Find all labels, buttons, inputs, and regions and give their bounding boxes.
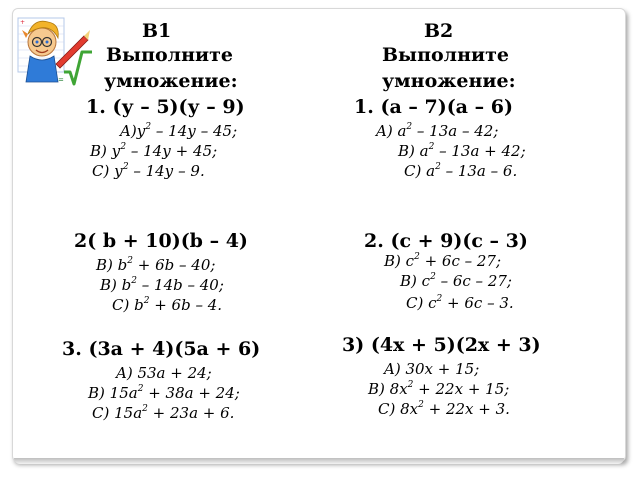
variant1-q2-option-a: B) $b^2 + 6b - 40$; [96,256,216,274]
variant1-question1: 1. (у – 5)(у – 9) [86,96,245,118]
variant2-q1-option-c: C) $а^2 - 13а - 6$. [404,162,518,180]
variant1-instruction-line2: умножение: [104,70,238,92]
variant2-q2-option-a: B) $с^2 + 6с - 27$; [384,252,502,270]
variant2-q1-option-b: B) $а^2 - 13а + 42$; [398,142,526,160]
math-student-logo-icon [14,12,94,92]
variant1-question3: 3. (3a + 4)(5a + 6) [62,338,261,360]
variant2-title: В2 [424,20,454,42]
variant1-question2: 2( b + 10)(b – 4) [74,230,248,252]
variant1-instruction-line1: Выполните [106,44,233,66]
svg-text:+: + [20,19,26,26]
variant1-title: В1 [142,20,172,42]
variant2-q2-option-b: B) $с^2 - 6с - 27$; [400,272,512,290]
variant2-q1-option-a: A) $а^2 - 13а - 42$; [376,122,499,140]
variant2-q3-option-b: B) $8x^2 + 22x + 15$; [368,380,510,398]
variant1-q3-option-a: A) 53a + 24; [116,364,212,382]
slide-bottom-edge [14,458,624,464]
variant1-q1-option-a: $A)у^2 - 14у - 45$; [120,122,238,140]
variant1-q3-option-c: C) $15a^2 + 23a + 6$. [92,404,235,422]
variant1-q1-option-c: C) $у^2 - 14у - 9$. [92,162,205,180]
variant1-q1-option-b: B) $у^2 - 14у + 45$; [90,142,218,160]
variant1-q3-option-b: B) $15a^2 + 38a + 24$; [88,384,240,402]
variant1-q2-option-b: B) $b^2 - 14b - 40$; [100,276,224,294]
variant2-instruction-line2: умножение: [382,70,516,92]
variant2-instruction-line1: Выполните [382,44,509,66]
variant1-q2-option-c: C) $b^2 + 6b - 4$. [112,296,223,314]
variant2-q3-option-c: C) $8x^2 + 22x + 3$. [378,400,510,418]
variant2-question1: 1. (а – 7)(а – 6) [354,96,513,118]
variant2-question3: 3) (4x + 5)(2x + 3) [342,334,541,356]
variant2-question2: 2. (с + 9)(с – 3) [364,230,528,252]
variant2-q2-option-c: C) $с^2 + 6с - 3$. [406,294,514,312]
svg-text:=: = [58,76,64,84]
variant2-q3-option-a: A) 30x + 15; [384,360,480,378]
